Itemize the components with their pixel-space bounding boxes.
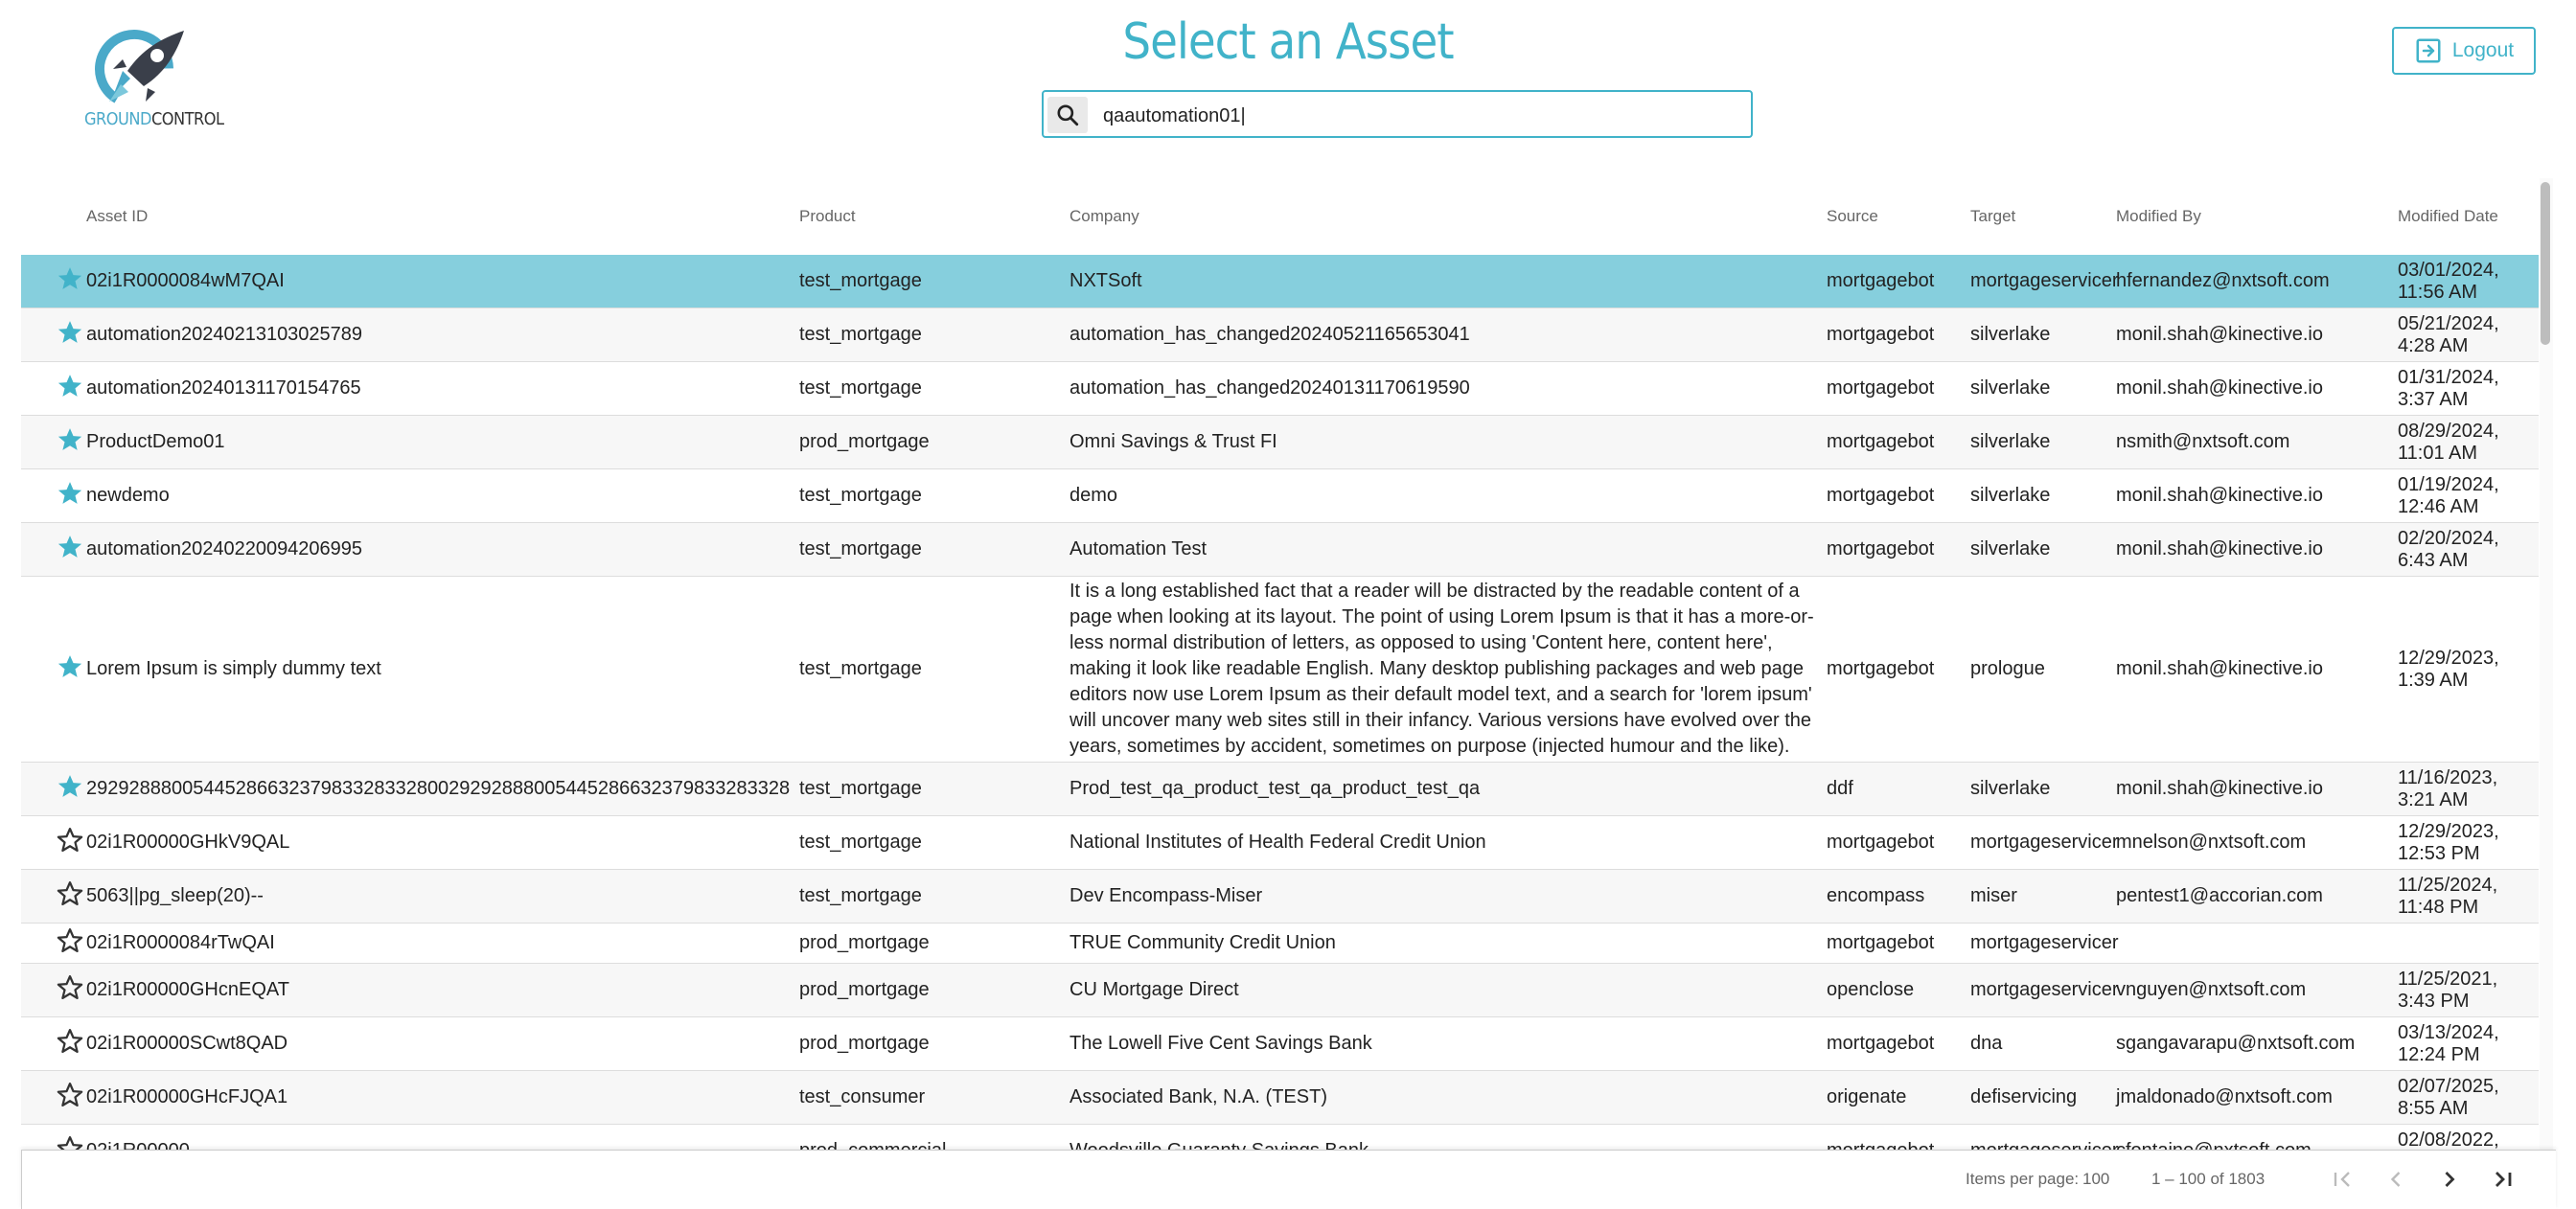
modified-by-cell: monil.shah@kinective.io — [2116, 324, 2323, 345]
star-filled-icon[interactable] — [56, 318, 84, 347]
asset-id-cell: automation20240220094206995 — [86, 538, 363, 559]
table-row[interactable] — [21, 763, 2539, 816]
modified-date-cell: 12/29/2023, 1:39 AM — [2398, 647, 2499, 691]
product-cell: test_mortgage — [799, 377, 922, 399]
modified-date-cell: 01/19/2024, 12:46 AM — [2398, 473, 2499, 517]
target-cell: defiservicing — [1970, 1086, 2078, 1107]
asset-id-cell: 02i1R00000SCwt8QAD — [86, 1033, 288, 1054]
product-cell: test_mortgage — [799, 270, 922, 291]
source-cell: mortgagebot — [1827, 932, 1935, 953]
target-cell: silverlake — [1970, 485, 2051, 506]
star-outline-icon[interactable] — [56, 879, 84, 908]
table-row[interactable] — [21, 255, 2539, 308]
table-row[interactable] — [21, 469, 2539, 523]
target-cell: silverlake — [1970, 377, 2051, 399]
product-cell: test_mortgage — [799, 658, 922, 679]
modified-date-cell: 01/31/2024, 3:37 AM — [2398, 366, 2499, 410]
star-outline-icon[interactable] — [56, 826, 84, 855]
logout-icon — [2414, 36, 2443, 65]
star-filled-icon[interactable] — [56, 772, 84, 801]
modified-date-cell: 02/07/2025, 8:55 AM — [2398, 1075, 2499, 1119]
modified-date-cell: 11/16/2023, 3:21 AM — [2398, 766, 2498, 810]
target-cell: mortgageservicer — [1970, 979, 2119, 1000]
chevron-right-icon — [2436, 1166, 2463, 1193]
items-per-page-select[interactable]: 100 — [2082, 1170, 2110, 1188]
table-row[interactable] — [21, 523, 2539, 577]
table-header — [21, 178, 2539, 256]
last-page-icon — [2490, 1166, 2517, 1193]
company-cell: CU Mortgage Direct — [1070, 979, 1239, 1000]
asset-table — [21, 178, 2539, 1150]
page-range-label: 1 – 100 of 1803 — [2151, 1170, 2266, 1188]
product-cell: test_consumer — [799, 1086, 926, 1107]
source-cell: mortgagebot — [1827, 538, 1935, 559]
last-page-button[interactable] — [2487, 1163, 2519, 1196]
company-cell: The Lowell Five Cent Savings Bank — [1070, 1033, 1372, 1054]
column-header-product[interactable]: Product — [799, 207, 856, 225]
product-cell: test_mortgage — [799, 778, 922, 799]
target-cell: silverlake — [1970, 324, 2051, 345]
company-cell: Prod_test_qa_product_test_qa_product_test_qa — [1070, 778, 1481, 799]
asset-id-cell: Lorem Ipsum is simply dummy text — [86, 658, 381, 679]
source-cell: mortgagebot — [1827, 832, 1935, 853]
modified-by-cell: monil.shah@kinective.io — [2116, 538, 2323, 559]
asset-id-cell: 292928880054452866323798332833280029292888005445286632379833283328 — [86, 778, 791, 799]
star-filled-icon[interactable] — [56, 372, 84, 400]
search-button[interactable] — [1047, 97, 1088, 133]
product-cell: test_mortgage — [799, 324, 922, 345]
product-cell: prod_mortgage — [799, 979, 930, 1000]
modified-by-cell: pentest1@accorian.com — [2116, 885, 2323, 906]
table-row[interactable] — [21, 924, 2539, 964]
search-icon — [1055, 103, 1080, 127]
chevron-left-icon — [2382, 1166, 2409, 1193]
asset-id-cell: 02i1R0000084wM7QAI — [86, 270, 285, 291]
product-cell: prod_mortgage — [799, 1033, 930, 1054]
asset-id-cell: newdemo — [86, 485, 170, 506]
source-cell: mortgagebot — [1827, 485, 1935, 506]
product-cell: test_mortgage — [799, 885, 922, 906]
product-cell: test_mortgage — [799, 485, 922, 506]
table-row[interactable] — [21, 362, 2539, 416]
modified-date-cell: 08/29/2024, 11:01 AM — [2398, 420, 2499, 464]
first-page-icon — [2329, 1166, 2356, 1193]
company-cell: Associated Bank, N.A. (TEST) — [1070, 1086, 1327, 1107]
company-cell: Automation Test — [1070, 538, 1208, 559]
modified-date-cell: 05/21/2024, 4:28 AM — [2398, 312, 2499, 356]
source-cell: mortgagebot — [1827, 324, 1935, 345]
asset-id-cell: automation20240131170154765 — [86, 377, 361, 399]
modified-date-cell: 11/25/2021, 3:43 PM — [2398, 968, 2498, 1012]
star-outline-icon[interactable] — [56, 926, 84, 955]
table-row[interactable] — [21, 870, 2539, 924]
star-filled-icon[interactable] — [56, 533, 84, 561]
column-header-source[interactable]: Source — [1827, 207, 1878, 225]
product-cell: test_mortgage — [799, 538, 922, 559]
items-per-page-label: Items per page: — [1966, 1170, 2080, 1188]
star-filled-icon[interactable] — [56, 479, 84, 508]
star-outline-icon[interactable] — [56, 1081, 84, 1109]
scrollbar-thumb[interactable] — [2541, 182, 2550, 345]
asset-id-cell: 02i1R0000084rTwQAI — [86, 932, 275, 953]
source-cell: origenate — [1827, 1086, 1907, 1107]
asset-id-cell: 02i1R00000GHkV9QAL — [86, 832, 290, 853]
company-cell: automation_has_changed20240521165653041 — [1070, 324, 1470, 345]
asset-id-cell: 02i1R00000GHcFJQA1 — [86, 1086, 288, 1107]
source-cell: mortgagebot — [1827, 1033, 1935, 1054]
company-cell: Omni Savings & Trust FI — [1070, 431, 1277, 452]
source-cell: mortgagebot — [1827, 377, 1935, 399]
modified-date-cell: 03/13/2024, 12:24 PM — [2398, 1021, 2499, 1065]
star-filled-icon[interactable] — [56, 264, 84, 293]
modified-by-cell: monil.shah@kinective.io — [2116, 658, 2323, 679]
table-row[interactable] — [21, 1017, 2539, 1071]
target-cell: mortgageservicer — [1970, 270, 2119, 291]
modified-date-cell: 11/25/2024, 11:48 PM — [2398, 874, 2498, 918]
modified-date-cell — [2398, 924, 2532, 963]
target-cell: silverlake — [1970, 431, 2051, 452]
modified-date-cell: 02/20/2024, 6:43 AM — [2398, 527, 2499, 571]
product-cell: prod_mortgage — [799, 431, 930, 452]
product-cell: prod_mortgage — [799, 932, 930, 953]
source-cell: mortgagebot — [1827, 431, 1935, 452]
source-cell: mortgagebot — [1827, 270, 1935, 291]
modified-by-cell: mnelson@nxtsoft.com — [2116, 832, 2307, 853]
logout-button[interactable] — [2392, 27, 2536, 75]
star-filled-icon[interactable] — [56, 652, 84, 681]
column-header-modified-date[interactable]: Modified Date — [2398, 207, 2498, 225]
target-cell: mortgageservicer — [1970, 932, 2119, 953]
table-row[interactable] — [21, 964, 2539, 1017]
product-cell: test_mortgage — [799, 832, 922, 853]
source-cell: openclose — [1827, 979, 1915, 1000]
modified-by-cell: monil.shah@kinective.io — [2116, 377, 2323, 399]
column-header-asset-id[interactable]: Asset ID — [86, 207, 149, 225]
table-row[interactable] — [21, 308, 2539, 362]
modified-date-cell: 12/29/2023, 12:53 PM — [2398, 820, 2499, 864]
asset-id-cell: 5063||pg_sleep(20)-- — [86, 885, 264, 906]
table-row[interactable] — [21, 1071, 2539, 1125]
source-cell: ddf — [1827, 778, 1853, 799]
source-cell: encompass — [1827, 885, 1925, 906]
modified-by-cell: hfernandez@nxtsoft.com — [2116, 270, 2330, 291]
modified-by-cell: monil.shah@kinective.io — [2116, 778, 2323, 799]
modified-by-cell: nsmith@nxtsoft.com — [2116, 431, 2290, 452]
page-title: Select an Asset — [1122, 13, 1454, 71]
company-cell: Dev Encompass-Miser — [1070, 885, 1263, 906]
modified-by-cell: monil.shah@kinective.io — [2116, 485, 2323, 506]
modified-by-cell: vnguyen@nxtsoft.com — [2116, 979, 2307, 1000]
table-row[interactable] — [21, 816, 2539, 870]
column-header-modified-by[interactable]: Modified By — [2116, 207, 2201, 225]
star-outline-icon[interactable] — [56, 1027, 84, 1056]
target-cell: mortgageservicer — [1970, 832, 2119, 853]
next-page-button[interactable] — [2433, 1163, 2466, 1196]
company-cell: NXTSoft — [1070, 270, 1142, 291]
asset-id-cell: ProductDemo01 — [86, 431, 225, 452]
modified-by-cell: sgangavarapu@nxtsoft.com — [2116, 1033, 2356, 1054]
search-input[interactable] — [1101, 100, 1737, 132]
star-outline-icon[interactable] — [56, 973, 84, 1002]
column-header-company[interactable]: Company — [1070, 207, 1139, 225]
previous-page-button[interactable] — [2380, 1163, 2412, 1196]
paginator — [21, 1150, 2556, 1209]
table-row[interactable] — [21, 577, 2539, 763]
logout-label: Logout — [2451, 39, 2515, 61]
company-cell: demo — [1070, 485, 1118, 506]
company-cell: automation_has_changed20240131170619590 — [1070, 377, 1470, 399]
target-cell: miser — [1970, 885, 2017, 906]
source-cell: mortgagebot — [1827, 658, 1935, 679]
first-page-button[interactable] — [2326, 1163, 2358, 1196]
company-cell: It is a long established fact that a reader will be distracted by the readable content of a page when looking at its layout. The point of using Lorem Ipsum is that it has a more-or-less normal distribution of letters, as opposed to using 'Content here, content here', making it look like readable English. Many desktop publishing packages and web page editors now use Lorem Ipsum as their default model text, and a search for 'lorem ipsum' will uncover many web sites still in their infancy. Various versions have evolved over the years, sometimes by accident, sometimes on purpose (injected humour and the like). — [1070, 581, 1814, 757]
target-cell: prologue — [1970, 658, 2045, 679]
logo-text-ground: GROUND — [84, 109, 151, 129]
asset-id-cell: 02i1R00000GHcnEQAT — [86, 979, 289, 1000]
logo-text-control: CONTROL — [150, 109, 224, 129]
target-cell: silverlake — [1970, 538, 2051, 559]
company-cell: National Institutes of Health Federal Credit Union — [1070, 832, 1486, 853]
star-filled-icon[interactable] — [56, 425, 84, 454]
target-cell: silverlake — [1970, 778, 2051, 799]
company-cell: TRUE Community Credit Union — [1070, 932, 1336, 953]
target-cell: dna — [1970, 1033, 2003, 1054]
table-row[interactable] — [21, 416, 2539, 469]
modified-by-cell: jmaldonado@nxtsoft.com — [2116, 1086, 2333, 1107]
asset-id-cell: automation20240213103025789 — [86, 324, 363, 345]
column-header-target[interactable]: Target — [1970, 207, 2016, 225]
modified-date-cell: 02/08/2022, — [2398, 1129, 2499, 1151]
search-bar — [1042, 90, 1753, 138]
modified-date-cell: 03/01/2024, 11:56 AM — [2398, 259, 2499, 303]
